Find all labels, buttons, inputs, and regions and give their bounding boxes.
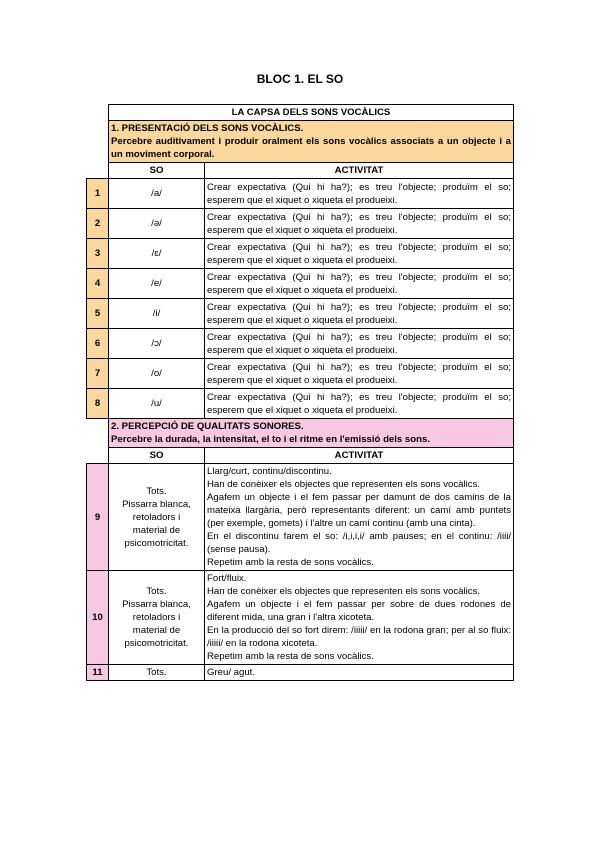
section-2-description: Percebre la durada, la intensitat, el to i el ritme en l'emissió dels sons. — [111, 434, 430, 445]
table-row — [87, 665, 514, 681]
section-2-header — [109, 419, 514, 448]
row-number: 5 — [87, 299, 109, 329]
row-number: 4 — [87, 269, 109, 299]
table-row — [87, 464, 514, 571]
table-row — [87, 239, 514, 269]
row-number: 9 — [87, 464, 109, 571]
activity-cell: Crear expectativa (Qui hi ha?); es treu l'objecte; produïm el so; esperem que el xiquet o xiqueta el produeixi. — [205, 239, 514, 269]
table-title: LA CAPSA DELS SONS VOCÀLICS — [109, 105, 514, 121]
sound-line: Pissarra blanca, — [122, 599, 191, 610]
row-number: 1 — [87, 179, 109, 209]
sound-line: Tots. — [146, 586, 167, 597]
sound-cell: /ɛ/ — [109, 239, 205, 269]
activity-cell: Crear expectativa (Qui hi ha?); es treu l'objecte; produïm el so; esperem que el xiquet o xiqueta el produeixi. — [205, 269, 514, 299]
row-number: 2 — [87, 209, 109, 239]
page-title: BLOC 1. EL SO — [256, 72, 344, 86]
activity-line: Han de conèixer els objectes que representen els sons vocàlics. — [207, 479, 481, 490]
table-row — [87, 179, 514, 209]
section-2-row — [87, 419, 514, 448]
sound-cell: /a/ — [109, 179, 205, 209]
sound-line: material de — [132, 524, 181, 536]
col-header-activitat: ACTIVITAT — [205, 163, 514, 179]
col-header-activitat: ACTIVITAT — [205, 448, 514, 464]
activity-line: Llarg/curt, continu/discontinu. — [207, 466, 332, 477]
row-number: 3 — [87, 239, 109, 269]
row-number: 6 — [87, 329, 109, 359]
sound-cell — [109, 464, 205, 571]
activity-line: Agafem un objecte i el fem passar per damunt de dos camins de la mateixa llargària, però representants diferent: un camí amb puntets (per exemple, gomets) i l'altre un camí continu (amb una cinta). — [207, 492, 511, 529]
sound-cell — [109, 571, 205, 665]
sound-line: psicomotricitat. — [124, 638, 189, 649]
activity-line: En la producció del so fort direm: /iiiii/ en la rodona gran; per al so fluix: /iiiii/ en la rodona xicoteta. — [207, 625, 511, 649]
table-row — [87, 209, 514, 239]
activity-line: Greu/ agut. — [207, 667, 255, 678]
sound-cell: /u/ — [109, 389, 205, 419]
sound-line: Tots. — [146, 667, 167, 678]
activity-cell: Crear expectativa (Qui hi ha?); es treu l'objecte; produïm el so; esperem que el xiquet o xiqueta el produeixi. — [205, 389, 514, 419]
activity-line: Agafem un objecte i el fem passar per sobre de dues rodones de diferent mida, una gran i l'altra xicoteta. — [207, 599, 511, 623]
sound-cell: /e/ — [109, 269, 205, 299]
activity-cell — [205, 665, 514, 681]
activity-line: Repetim amb la resta de sons vocàlics. — [207, 651, 374, 662]
sound-cell — [109, 665, 205, 681]
row-number: 10 — [87, 571, 109, 665]
activity-line: Fort/fluix. — [207, 573, 247, 584]
activity-cell: Crear expectativa (Qui hi ha?); es treu l'objecte; produïm el so; esperem que el xiquet o xiqueta el produeixi. — [205, 359, 514, 389]
activity-line: En el discontinu farem el so: /i,i,i,i/ amb pauses; en el continu: /iiii/ (sense pausa). — [207, 531, 511, 555]
table-row — [87, 389, 514, 419]
activities-table — [86, 104, 514, 681]
section-2-title: 2. PERCEPCIÓ DE QUALITATS SONORES. — [111, 421, 304, 432]
sound-cell: /o/ — [109, 359, 205, 389]
activity-cell: Crear expectativa (Qui hi ha?); es treu l'objecte; produïm el so; esperem que el xiquet o xiqueta el produeixi. — [205, 299, 514, 329]
activity-cell — [205, 571, 514, 665]
section-1-description: Percebre auditivament i produir oralment els sons vocàlics associats a un objecte i a un moviment corporal. — [111, 136, 511, 160]
activity-cell: Crear expectativa (Qui hi ha?); es treu l'objecte; produïm el so; esperem que el xiquet o xiqueta el produeixi. — [205, 179, 514, 209]
activity-line: Repetim amb la resta de sons vocàlics. — [207, 557, 374, 568]
table-row — [87, 329, 514, 359]
sound-cell: /ə/ — [109, 209, 205, 239]
row-number: 7 — [87, 359, 109, 389]
table-row — [87, 299, 514, 329]
col-header-so: SO — [109, 163, 205, 179]
sound-cell: /i/ — [109, 299, 205, 329]
sound-cell: /ɔ/ — [109, 329, 205, 359]
activity-cell: Crear expectativa (Qui hi ha?); es treu l'objecte; produïm el so; esperem que el xiquet o xiqueta el produeixi. — [205, 329, 514, 359]
section-1-header — [109, 121, 514, 163]
sound-line: material de — [132, 625, 181, 636]
row-number: 11 — [87, 665, 109, 681]
sound-line: psicomotricitat. — [124, 537, 189, 549]
sound-line: retoladors i — [132, 612, 181, 623]
col-header-so: SO — [109, 448, 205, 464]
section-1-title: 1. PRESENTACIÓ DELS SONS VOCÀLICS. — [111, 123, 304, 134]
section-2-col-headers — [87, 448, 514, 464]
activity-cell: Crear expectativa (Qui hi ha?); es treu l'objecte; produïm el so; esperem que el xiquet o xiqueta el produeixi. — [205, 209, 514, 239]
sound-line: Tots. — [146, 485, 167, 497]
table-row — [87, 269, 514, 299]
table-row — [87, 571, 514, 665]
activity-cell — [205, 464, 514, 571]
sound-line: retoladors i — [132, 511, 181, 523]
sound-line: Pissarra blanca, — [122, 498, 191, 510]
table-row — [87, 359, 514, 389]
row-number: 8 — [87, 389, 109, 419]
activity-line: Han de conèixer els objectes que representen els sons vocàlics. — [207, 586, 481, 597]
